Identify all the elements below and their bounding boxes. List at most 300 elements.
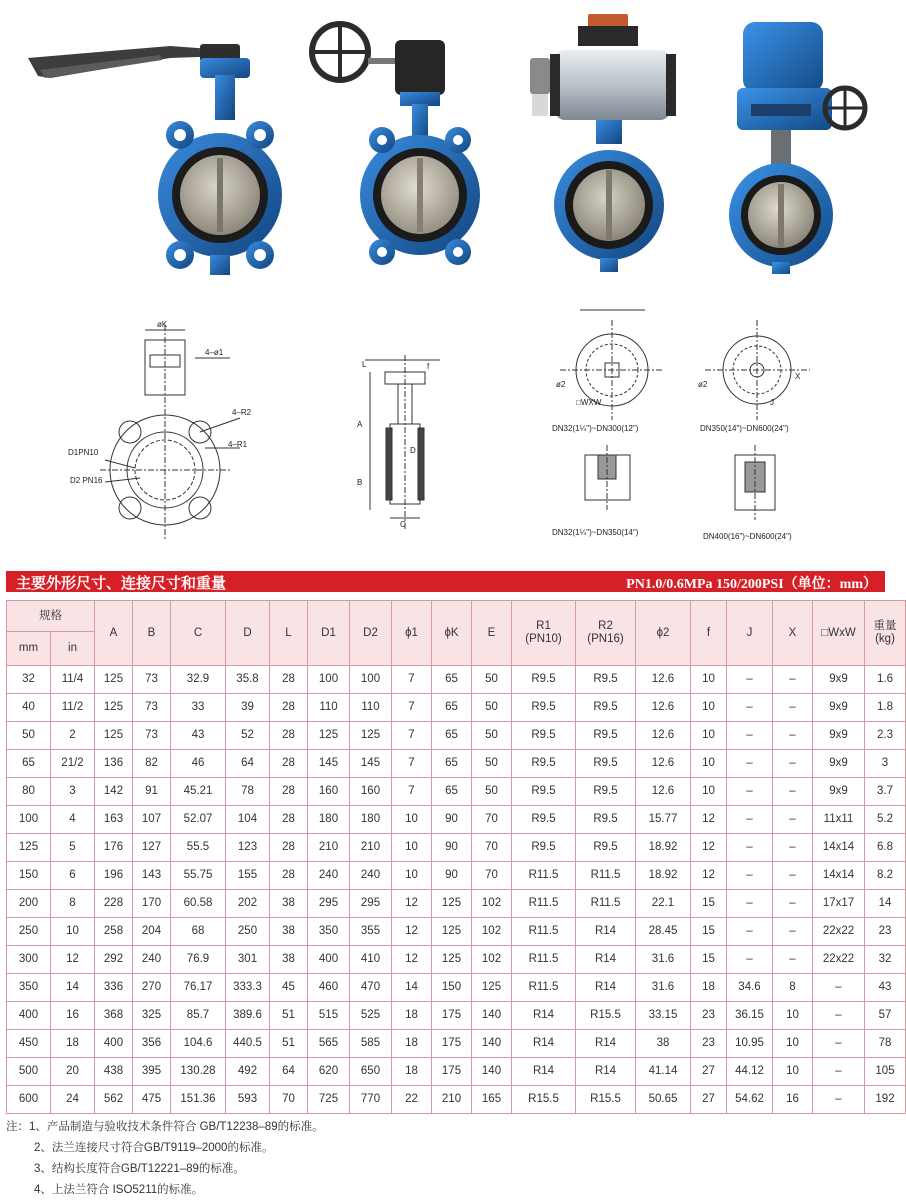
table-cell: 28 [270,862,308,890]
table-cell: 295 [308,890,350,918]
table-cell: 336 [95,974,133,1002]
header-j: J [727,601,773,666]
table-cell: 14x14 [813,862,865,890]
label-range-4: DN400(16")~DN600(24") [703,532,792,541]
table-cell: 2 [51,722,95,750]
table-cell: 65 [432,666,472,694]
table-cell: R9.5 [576,722,636,750]
table-cell: 6 [51,862,95,890]
table-cell: R9.5 [512,834,576,862]
table-cell: 3 [865,750,906,778]
table-cell: 65 [432,694,472,722]
table-row [7,750,906,778]
table-cell: 127 [133,834,171,862]
table-cell: 125 [472,974,512,1002]
table-cell: 125 [95,666,133,694]
section-banner [6,571,885,592]
table-cell: 28.45 [636,918,691,946]
table-row [7,778,906,806]
table-cell: 10 [51,918,95,946]
table-cell: R9.5 [512,750,576,778]
label-l: L [362,360,367,369]
table-cell: 300 [7,946,51,974]
table-cell: 78 [226,778,270,806]
table-cell: 295 [350,890,392,918]
table-cell: 51 [270,1030,308,1058]
table-row [7,694,906,722]
table-cell: 4 [51,806,95,834]
table-cell: 22x22 [813,946,865,974]
label-wxw: □WXW [576,398,602,407]
table-cell: 6.8 [865,834,906,862]
table-cell: 68 [171,918,226,946]
table-cell: 18 [392,1058,432,1086]
table-cell: 27 [691,1058,727,1086]
table-cell: 11/4 [51,666,95,694]
valve-photo-lever [20,0,270,300]
table-row [7,1086,906,1114]
table-cell: R14 [576,1030,636,1058]
banner-spec: PN1.0/0.6MPa 150/200PSI（单位：mm） [626,577,877,592]
table-cell: 5.2 [865,806,906,834]
table-cell: 23 [691,1030,727,1058]
table-cell: 100 [308,666,350,694]
header-l: L [270,601,308,666]
table-cell: 32 [865,946,906,974]
table-cell: – [813,974,865,1002]
valve-photo-pneumatic [520,0,680,300]
table-cell: 35.8 [226,666,270,694]
table-cell: 14x14 [813,834,865,862]
label-4-r1: 4–R1 [228,440,248,449]
table-cell: 400 [308,946,350,974]
table-cell: 155 [226,862,270,890]
table-cell: 400 [95,1030,133,1058]
table-cell: 85.7 [171,1002,226,1030]
table-cell: 160 [308,778,350,806]
table-cell: – [813,1002,865,1030]
label-f: f [427,362,430,371]
table-cell: – [727,918,773,946]
table-cell: 21/2 [51,750,95,778]
table-cell: 10.95 [727,1030,773,1058]
table-row [7,918,906,946]
table-cell: 90 [432,862,472,890]
table-cell: 45.21 [171,778,226,806]
table-cell: 50 [472,666,512,694]
table-cell: 145 [308,750,350,778]
table-cell: 15.77 [636,806,691,834]
table-row [7,946,906,974]
table-cell: 107 [133,806,171,834]
table-cell: 7 [392,722,432,750]
table-cell: R11.5 [512,890,576,918]
note-2: 2、法兰连接尺寸符合GB/T9119–2000的标准。 [34,1142,274,1154]
table-cell: 12 [691,806,727,834]
table-cell: 80 [7,778,51,806]
label-4-r2: 4–R2 [232,408,252,417]
header-d1: D1 [308,601,350,666]
table-cell: 16 [773,1086,813,1114]
table-cell: 32.9 [171,666,226,694]
table-cell: 38 [270,890,308,918]
table-cell: 325 [133,1002,171,1030]
table-row [7,1002,906,1030]
table-cell: 562 [95,1086,133,1114]
table-cell: – [773,862,813,890]
label-range-1: DN32(1¼")~DN300(12") [552,424,639,433]
table-cell: 123 [226,834,270,862]
table-cell: 64 [226,750,270,778]
table-cell: 10 [392,806,432,834]
table-cell: – [773,694,813,722]
table-cell: 770 [350,1086,392,1114]
table-cell: 400 [7,1002,51,1030]
table-cell: 125 [7,834,51,862]
table-cell: 70 [270,1086,308,1114]
table-cell: 100 [7,806,51,834]
table-cell: 31.6 [636,974,691,1002]
table-row [7,862,906,890]
table-cell: R15.5 [512,1086,576,1114]
table-cell: 355 [350,918,392,946]
table-cell: R14 [512,1002,576,1030]
table-cell: 585 [350,1030,392,1058]
table-cell: – [727,666,773,694]
notes [6,1117,324,1201]
table-cell: – [773,722,813,750]
table-cell: 22.1 [636,890,691,918]
table-cell: R11.5 [576,862,636,890]
table-cell: 28 [270,666,308,694]
table-cell: R14 [576,918,636,946]
dimension-table [6,600,906,1114]
label-phi-k: øK [157,320,168,329]
table-cell: 228 [95,890,133,918]
table-cell: 32 [7,666,51,694]
table-cell: R9.5 [512,694,576,722]
table-cell: 18 [392,1002,432,1030]
table-cell: 70 [472,806,512,834]
table-cell: – [773,834,813,862]
table-cell: 73 [133,694,171,722]
table-cell: 440.5 [226,1030,270,1058]
valve-photo-electric [715,0,875,300]
table-cell: 600 [7,1086,51,1114]
table-cell: 475 [133,1086,171,1114]
table-cell: 9x9 [813,694,865,722]
table-cell: 54.62 [727,1086,773,1114]
table-row [7,834,906,862]
table-cell: 28 [270,778,308,806]
header-e: E [472,601,512,666]
header-x: X [773,601,813,666]
table-cell: 41.14 [636,1058,691,1086]
table-cell: 12.6 [636,666,691,694]
table-cell: 57 [865,1002,906,1030]
table-cell: 34.6 [727,974,773,1002]
table-cell: 17x17 [813,890,865,918]
table-cell: 389.6 [226,1002,270,1030]
table-cell: 10 [691,750,727,778]
table-cell: 10 [691,666,727,694]
table-cell: 33.15 [636,1002,691,1030]
table-cell: 65 [7,750,51,778]
table-cell: – [773,946,813,974]
table-cell: 250 [7,918,51,946]
table-cell: 104 [226,806,270,834]
table-cell: – [727,890,773,918]
table-cell: R14 [576,974,636,1002]
table-cell: 14 [392,974,432,1002]
table-cell: 38 [270,918,308,946]
table-cell: – [727,862,773,890]
table-cell: 90 [432,834,472,862]
table-cell: 725 [308,1086,350,1114]
table-cell: 18.92 [636,862,691,890]
note-3: 3、结构长度符合GB/T12221–89的标准。 [34,1163,245,1175]
label-phi2-a: ø2 [556,380,566,389]
table-cell: R9.5 [512,666,576,694]
header-phi2: ϕ2 [636,601,691,666]
table-cell: 110 [308,694,350,722]
table-cell: 12 [392,918,432,946]
table-cell: 40 [7,694,51,722]
table-cell: R9.5 [576,806,636,834]
table-cell: 10 [773,1058,813,1086]
table-cell: 140 [472,1002,512,1030]
table-cell: 12 [691,862,727,890]
table-cell: 10 [691,778,727,806]
table-cell: 50 [472,722,512,750]
header-weight: 重量 (kg) [865,601,906,666]
table-cell: 7 [392,666,432,694]
table-cell: 620 [308,1058,350,1086]
header-phik: ϕK [432,601,472,666]
table-cell: 163 [95,806,133,834]
label-range-3: DN32(1¼")~DN350(14") [552,528,639,537]
label-d1-pn10: D1PN10 [68,448,99,457]
table-cell: 73 [133,666,171,694]
table-cell: 64 [270,1058,308,1086]
table-cell: 12.6 [636,722,691,750]
table-cell: 36.15 [727,1002,773,1030]
table-cell: 125 [95,694,133,722]
table-body [7,666,906,1114]
table-cell: 165 [472,1086,512,1114]
table-cell: 52 [226,722,270,750]
table-cell: 15 [691,918,727,946]
table-cell: 27 [691,1086,727,1114]
table-cell: R11.5 [512,974,576,1002]
table-cell: 125 [432,890,472,918]
table-cell: – [813,1086,865,1114]
table-cell: 10 [773,1002,813,1030]
table-cell: 395 [133,1058,171,1086]
table-cell: 175 [432,1058,472,1086]
table-cell: R15.5 [576,1002,636,1030]
table-cell: 105 [865,1058,906,1086]
table-cell: 1.6 [865,666,906,694]
table-cell: 9x9 [813,778,865,806]
table-row [7,666,906,694]
table-cell: 104.6 [171,1030,226,1058]
header-c: C [171,601,226,666]
table-row [7,806,906,834]
table-cell: 100 [350,666,392,694]
table-cell: 333.3 [226,974,270,1002]
table-cell: 410 [350,946,392,974]
table-cell: 102 [472,918,512,946]
technical-drawings [0,300,891,560]
table-cell: 11x11 [813,806,865,834]
table-cell: – [773,806,813,834]
table-cell: 65 [432,778,472,806]
table-cell: 438 [95,1058,133,1086]
table-cell: – [773,918,813,946]
table-cell: 9x9 [813,750,865,778]
table-cell: 24 [51,1086,95,1114]
table-cell: 50 [7,722,51,750]
table-cell: 12.6 [636,778,691,806]
table-cell: R11.5 [512,918,576,946]
table-cell: R9.5 [512,806,576,834]
table-cell: 125 [432,946,472,974]
table-cell: 350 [7,974,51,1002]
table-cell: 145 [350,750,392,778]
table-cell: R9.5 [576,666,636,694]
table-cell: 102 [472,890,512,918]
table-cell: – [727,946,773,974]
label-c: C [400,520,406,529]
table-cell: 8 [773,974,813,1002]
table-cell: 9x9 [813,666,865,694]
table-cell: 356 [133,1030,171,1058]
label-d2-pn16: D2 PN16 [70,476,103,485]
table-cell: 2.3 [865,722,906,750]
table-row [7,1058,906,1086]
table-row [7,1030,906,1058]
table-cell: R9.5 [576,834,636,862]
table-cell: 204 [133,918,171,946]
table-cell: R9.5 [576,778,636,806]
header-mm: mm [7,632,51,666]
valve-photo-gear [300,0,480,300]
table-cell: 51 [270,1002,308,1030]
table-cell: 8 [51,890,95,918]
table-cell: 125 [350,722,392,750]
table-cell: 250 [226,918,270,946]
table-cell: 565 [308,1030,350,1058]
table-cell: 55.75 [171,862,226,890]
table-cell: 15 [691,946,727,974]
table-cell: 210 [432,1086,472,1114]
table-cell: 50 [472,750,512,778]
table-cell: 60.58 [171,890,226,918]
table-cell: 210 [350,834,392,862]
table-cell: 15 [691,890,727,918]
table-cell: 10 [392,862,432,890]
table-cell: 76.17 [171,974,226,1002]
table-cell: 18 [51,1030,95,1058]
table-cell: – [727,722,773,750]
table-cell: R14 [576,946,636,974]
table-cell: 12 [392,946,432,974]
table-cell: 492 [226,1058,270,1086]
table-cell: 11/2 [51,694,95,722]
table-cell: 33 [171,694,226,722]
table-cell: – [773,890,813,918]
table-cell: 210 [308,834,350,862]
table-cell: 78 [865,1030,906,1058]
table-cell: 5 [51,834,95,862]
table-cell: 43 [171,722,226,750]
table-cell: 12.6 [636,694,691,722]
table-cell: 12 [691,834,727,862]
table-cell: 150 [432,974,472,1002]
table-cell: 65 [432,722,472,750]
header-d: D [226,601,270,666]
table-cell: 140 [472,1030,512,1058]
table-cell: 18 [691,974,727,1002]
table-cell: 23 [865,918,906,946]
table-cell: 500 [7,1058,51,1086]
table-cell: 125 [432,918,472,946]
table-cell: R14 [512,1058,576,1086]
table-cell: 22 [392,1086,432,1114]
table-cell: 14 [865,890,906,918]
table-cell: 50.65 [636,1086,691,1114]
table-cell: 650 [350,1058,392,1086]
table-cell: R9.5 [576,750,636,778]
table-cell: 14 [51,974,95,1002]
table-cell: 258 [95,918,133,946]
table-cell: 125 [95,722,133,750]
table-cell: – [813,1030,865,1058]
table-cell: 1.8 [865,694,906,722]
table-cell: 292 [95,946,133,974]
table-cell: – [727,806,773,834]
table-cell: 18.92 [636,834,691,862]
table-cell: 200 [7,890,51,918]
table-cell: 91 [133,778,171,806]
table-cell: 460 [308,974,350,1002]
table-cell: 170 [133,890,171,918]
table-cell: R11.5 [512,946,576,974]
table-cell: 28 [270,750,308,778]
table-cell: 38 [636,1030,691,1058]
table-cell: – [773,750,813,778]
table-cell: 196 [95,862,133,890]
table-cell: R14 [512,1030,576,1058]
table-header-row [7,601,906,632]
table-cell: 240 [308,862,350,890]
table-cell: 70 [472,862,512,890]
table-cell: 82 [133,750,171,778]
table-cell: 31.6 [636,946,691,974]
table-cell: 350 [308,918,350,946]
table-cell: 10 [691,722,727,750]
header-phi1: ϕ1 [392,601,432,666]
table-cell: 45 [270,974,308,1002]
table-cell: 55.5 [171,834,226,862]
table-cell: 23 [691,1002,727,1030]
table-cell: 175 [432,1030,472,1058]
label-phi2-b: ø2 [698,380,708,389]
table-cell: 110 [350,694,392,722]
table-cell: R15.5 [576,1086,636,1114]
table-cell: 125 [308,722,350,750]
